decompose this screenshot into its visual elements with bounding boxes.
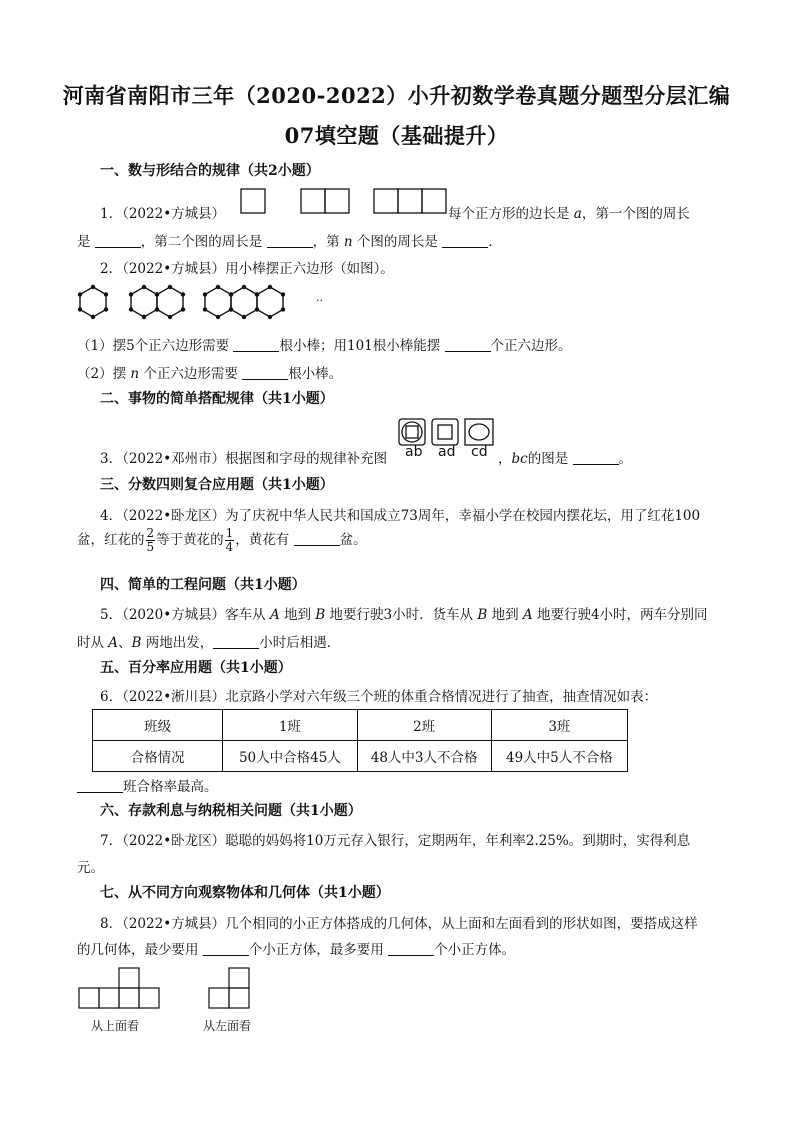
square-figures [240,188,450,214]
answer-blank[interactable] [77,778,123,793]
left-view-caption: 从左面看 [203,1019,252,1033]
answer-blank[interactable] [267,233,313,248]
hexagon-chain-2 [129,285,185,319]
question-2-line1: 2．（2022•方城县）用小棒摆正六边形（如图）。 [100,261,394,277]
answer-blank[interactable] [442,233,488,248]
pattern-label-cd: cd [471,444,488,460]
figure-three-squares [374,189,446,213]
question-6-line1: 6．（2022•淅川县）北京路小学对六年级三个班的体重合格情况进行了抽查，抽查情况如表： [100,689,658,705]
shape-pattern-figures [398,418,498,446]
left-view-figure [208,968,252,1010]
hexagon-vertex-dot [129,292,133,296]
hexagon [80,287,106,317]
hexagon-chains [78,285,285,319]
question-1-line1: 每个正方形的边长是 a，第一个图的周长 [448,206,690,222]
section-heading-3: 三、分数四则复合应用题（共1小题） [100,477,334,493]
hexagon-vertex-dot [255,307,259,311]
pattern-ad-shape [432,419,458,445]
pattern-label-ab: ab [405,444,423,460]
hexagon-vertex-dot [168,315,172,319]
hexagon-vertex-dot [91,315,95,319]
question-7-line2: 元。 [77,860,104,876]
table-header-cell: 3班 [491,710,627,741]
table-header-cell: 1班 [223,710,357,741]
hexagon [157,287,183,317]
hexagon-vertex-dot [91,285,95,289]
question-6-tail: 班合格率最高。 [77,775,218,795]
hexagon-vertex-dot [142,285,146,289]
answer-blank[interactable] [233,337,279,352]
table-cell: 49人中5人不合格 [491,741,627,772]
fraction-two-fifths: $\frac{2}{5}$ [146,526,155,554]
question-3-tail: ，bc的图是 。 [498,451,632,467]
question-8-line1: 8．（2022•方城县）几个相同的小正方体搭成的几何体，从上面和左面看到的形状如图，要搭成这样 [100,916,698,932]
answer-blank[interactable] [203,941,249,956]
fitness-table [92,709,628,772]
answer-blank[interactable] [294,531,340,546]
section-heading-4: 四、简单的工程问题（共1小题） [100,577,306,593]
hexagon-vertex-dot [242,285,246,289]
question-5-line2: 时从 A、B 两地出发， 小时后相遇． [77,635,341,651]
hexagon-vertex-dot [229,307,233,311]
section-heading-1: 一、数与形结合的规律（共2小题） [100,163,320,179]
hexagon-vertex-dot [155,292,159,296]
table-cell: 50人中合格45人 [223,741,357,772]
hexagon-vertex-dot [216,315,220,319]
document-title: 河南省南阳市三年（2020-2022）小升初数学卷真题分题型分层汇编 [62,83,731,108]
hexagon-vertex-dot [142,315,146,319]
hexagon-vertex-dot [255,292,259,296]
table-cell: 合格情况 [93,741,223,772]
hexagon-vertex-dot [268,315,272,319]
question-1-line2: 是 ，第二个图的周长是 ，第 n 个图的周长是 ． [77,234,502,250]
hexagon-vertex-dot [203,307,207,311]
question-1-prefix: 1．（2022•方城县） [100,206,226,222]
hexagon-vertex-dot [104,292,108,296]
hexagon-vertex-dot [229,292,233,296]
hexagon-vertex-dot [155,307,159,311]
hexagon-vertex-dot [129,307,133,311]
fraction-one-quarter: $\frac{1}{4}$ [225,526,234,554]
hexagon-chain-3 [203,285,285,319]
pattern-label-ad: ad [438,444,456,460]
hexagon [205,287,231,317]
question-2-part1: （1）摆5个正六边形需要 根小棒；用101根小棒能摆 个正六边形。 [77,338,572,354]
hexagon-vertex-dot [268,285,272,289]
answer-blank[interactable] [445,337,491,352]
figure-two-squares [301,189,349,213]
section-heading-5: 五、百分率应用题（共1小题） [100,660,292,676]
hexagon-vertex-dot [168,285,172,289]
section-heading-2: 二、事物的简单搭配规律（共1小题） [100,391,334,407]
table-header-row [93,710,628,741]
hexagon-vertex-dot [242,315,246,319]
question-3-prefix: 3．（2022•邓州市）根据图和字母的规律补充图 [100,451,388,467]
document-subtitle: 07填空题（基础提升） [284,123,509,148]
question-8-line2: 的几何体，最少要用 个小正方体，最多要用 个小正方体。 [77,942,516,958]
top-view-figure [78,968,162,1010]
hexagon-vertex-dot [203,292,207,296]
hexagon-vertex-dot [181,292,185,296]
hexagon-vertex-dot [281,307,285,311]
question-5-line1: 5．（2020•方城县）客车从 A 地到 B 地要行驶3小时．货车从 B 地到 A 地要行驶4小时，两车分别同 [100,607,708,623]
question-4-line2: 盆，红花的 $\frac{2}{5}$ 等于黄花的 $\frac{1}{4}$ ，黄花有 盆。 [77,526,367,554]
ellipsis-dots: .. [316,291,323,304]
hexagon-vertex-dot [104,307,108,311]
hexagon-vertex-dot [78,307,82,311]
question-4-line1: 4．（2022•卧龙区）为了庆祝中华人民共和国成立73周年，幸福小学在校园内摆花坛，用了红花100 [100,508,701,524]
table-cell: 48人中3人不合格 [357,741,491,772]
hexagon-vertex-dot [216,285,220,289]
question-7-line1: 7．（2022•卧龙区）聪聪的妈妈将10万元存入银行，定期两年，年利率2.25%。到期时，实得利息 [100,833,691,849]
figure-one-square [241,189,265,213]
hexagon-vertex-dot [181,307,185,311]
table-header-cell: 2班 [357,710,491,741]
section-heading-7: 七、从不同方向观察物体和几何体（共1小题） [100,885,390,901]
answer-blank[interactable] [95,233,141,248]
hexagon-vertex-dot [78,292,82,296]
hexagon [231,287,257,317]
question-2-part2: （2）摆 n 个正六边形需要 根小棒。 [77,366,343,382]
pattern-cd-shape [465,419,493,445]
answer-blank[interactable] [573,450,619,465]
table-row [93,741,628,772]
hexagon-figures [75,284,335,324]
hexagon [257,287,283,317]
answer-blank[interactable] [388,941,434,956]
table-header-cell: 班级 [93,710,223,741]
answer-blank[interactable] [213,634,259,649]
section-heading-6: 六、存款利息与纳税相关问题（共1小题） [100,803,362,819]
answer-blank[interactable] [242,365,288,380]
pattern-ab-shape [399,419,425,445]
hexagon-vertex-dot [281,292,285,296]
hexagon [131,287,157,317]
hexagon-chain-1 [78,285,108,319]
top-view-caption: 从上面看 [91,1019,140,1033]
